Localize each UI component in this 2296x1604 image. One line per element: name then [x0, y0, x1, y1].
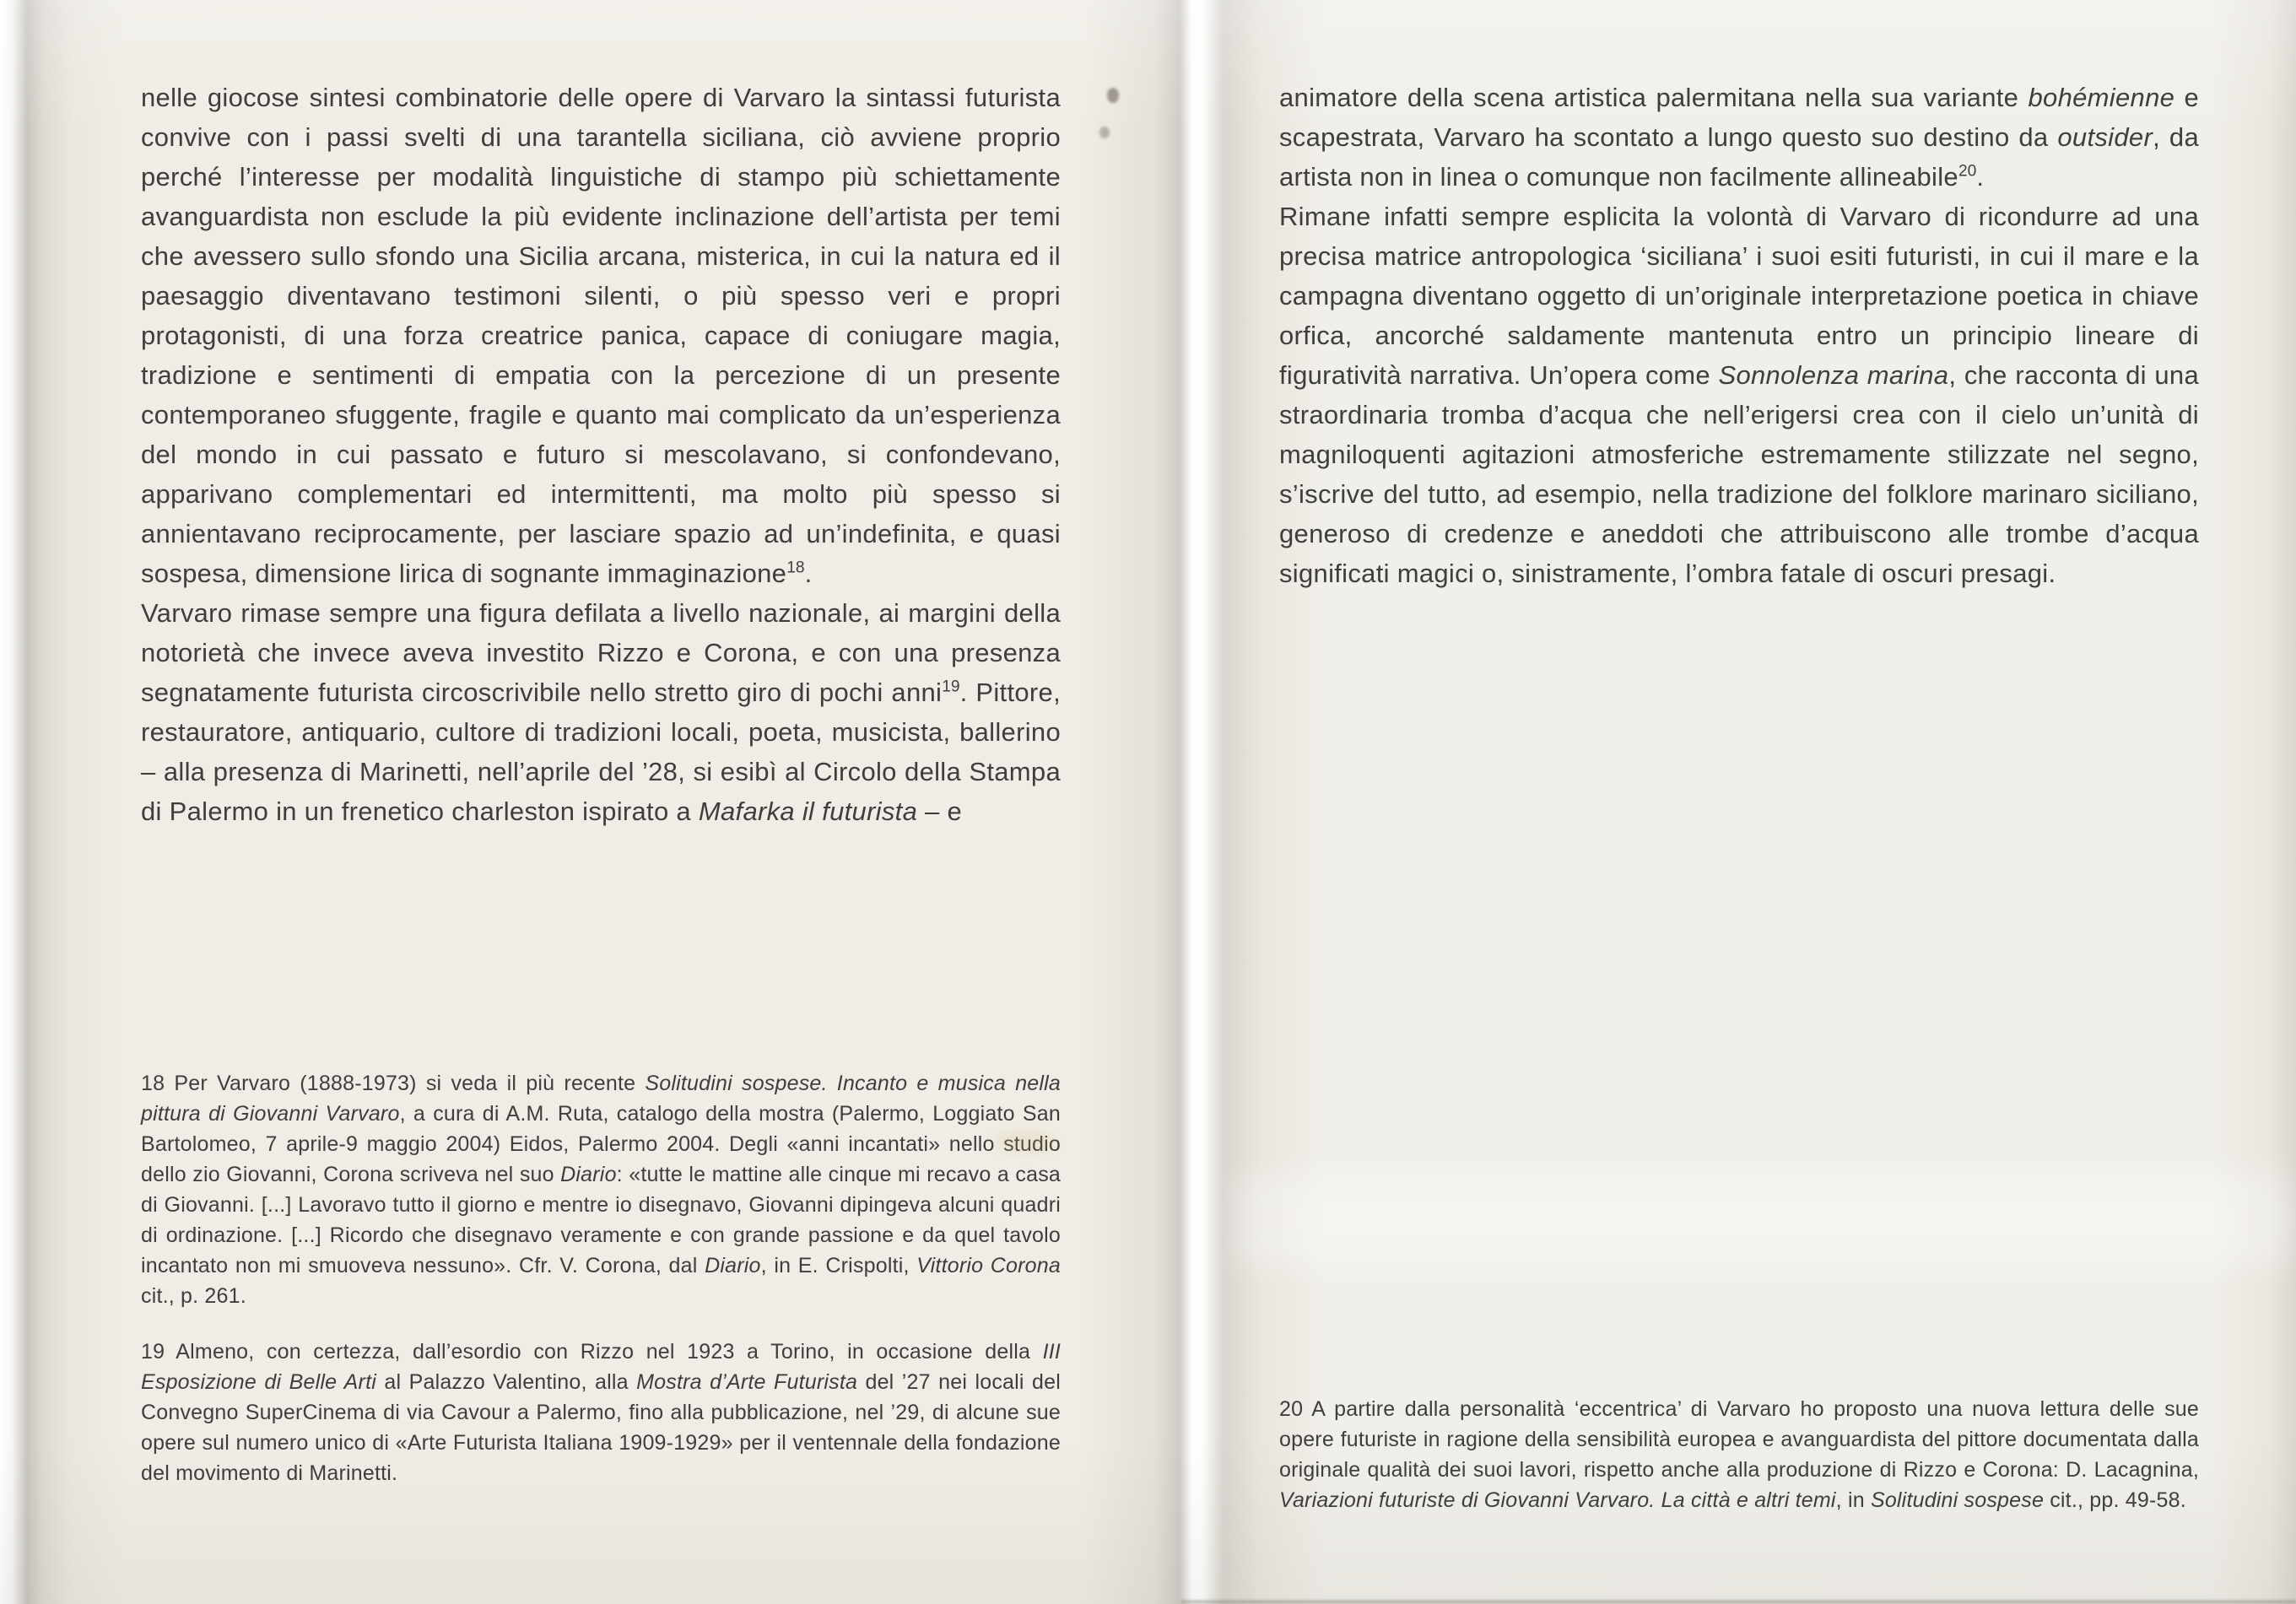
text-run: – e [917, 797, 963, 826]
text-run: 20 A partire dalla personalità ‘eccentrica’ di Varvaro ho proposto una nuova lettura delle sue opere futuriste in ragione della sensibilità europea e avanguardista del pittore documentata dalla originale qualità dei suoi lavori, rispetto anche alla produzione di Rizzo e Corona: D. Lacagnina, [1279, 1397, 2199, 1482]
left-page-footnotes [141, 1068, 1061, 1488]
text-run: , a cura di A.M. Ruta, catalogo della mostra (Palermo, Loggiato San Bartolomeo, 7 aprile-9 maggio 2004) Eidos, Palermo 2004. Degli «anni incantati» nello studio dello zio Giovanni, Corona scriveva nel suo [141, 1102, 1061, 1186]
text-run: cit., p. 261. [141, 1284, 246, 1308]
text-run: del ’27 nei locali del Convegno SuperCinema di via Cavour a Palermo, fino alla pubblicazione, nel ’29, di alcune sue opere sul numero unico di «Arte Futurista Italiana 1909-1929» per il ventennale della fondazione del movimento di Marinetti. [141, 1370, 1062, 1485]
text-run: , da artista non in linea o comunque non facilmente allineabile [1279, 122, 2199, 192]
text-run: 19 Almeno, con certezza, dall’esordio con Rizzo nel 1923 a Torino, in occasione della [141, 1340, 1043, 1364]
text-run: e scapestrata, Varvaro ha scontato a lungo questo suo destino da [1279, 83, 2199, 152]
scan-bottom-edge [1181, 1600, 2296, 1604]
text-run: animatore della scena artistica palermitana nella sua variante [1279, 83, 2029, 112]
footnote-reference: 20 [1958, 162, 1977, 181]
scan-speck [1107, 88, 1119, 103]
text-run: Varvaro rimase sempre una figura defilata a livello nazionale, ai margini della notorietà che invece aveva investito Rizzo e Corona, e con una presenza segnatamente futurista circoscrivibile nello stretto giro di pochi anni [141, 598, 1061, 707]
scan-light-band [1232, 1173, 2296, 1266]
text-run: cit., pp. 49-58. [2044, 1488, 2186, 1512]
text-run: bohémienne [2028, 83, 2175, 112]
text-run: Mafarka il futurista [698, 797, 918, 826]
text-run: Diario [705, 1254, 761, 1277]
text-run: , che racconta di una straordinaria tromba d’acqua che nell’erigersi crea con il cielo un’unità di magniloquenti agitazioni atmosferiche estremamente stilizzate nel segno, s’iscrive del tutto, ad esempio, nella tradizione del folklore marinaro siciliano, generoso di credenze e aneddoti che attribuiscono alle trombe d’acqua significati magici o, sinistramente, l’ombra fatale di oscuri presagi. [1279, 360, 2199, 588]
text-run: Variazioni futuriste di Giovanni Varvaro. La città e altri temi [1279, 1488, 1836, 1512]
right-page-footnotes [1279, 1394, 2199, 1515]
footnote-reference: 18 [786, 559, 805, 577]
text-run: Solitudini sospese. Incanto e musica nella pittura di Giovanni Varvaro [141, 1072, 1062, 1126]
text-run: outsider [2057, 122, 2153, 152]
text-run: . [1976, 162, 1985, 192]
text-run: : «tutte le mattine alle cinque mi recavo a casa di Giovanni. [...] Lavoravo tutto il giorno e mentre io disegnavo, Giovanni dipingeva alcuni quadri di ordinazione. [...] Ricordo che disegnavo veramente e con grande passione e da quel tavolo incantato non mi smuoveva nessuno». Cfr. V. Corona, dal [141, 1163, 1061, 1277]
footnote [141, 1068, 1061, 1311]
body-paragraph [1279, 78, 2199, 197]
body-paragraph [1279, 197, 2199, 593]
right-page-body [1279, 78, 2199, 593]
text-run: Diario [560, 1163, 617, 1186]
body-paragraph [141, 593, 1061, 831]
text-run: 18 Per Varvaro (1888-1973) si veda il più recente [141, 1072, 646, 1095]
body-paragraph [141, 78, 1061, 593]
text-run: , in E. Crispolti, [760, 1254, 917, 1277]
scan-smudge [996, 1131, 1055, 1153]
text-run: Rimane infatti sempre esplicita la volontà di Varvaro di ricondurre ad una precisa matrice antropologica ‘siciliana’ i suoi esiti futuristi, in cui il mare e la campagna diventano oggetto di un’originale interpretazione poetica in chiave orfica, ancorché saldamente mantenuta entro un principio lineare di figuratività narrativa. Un’opera come [1279, 202, 2199, 390]
text-run: . [804, 559, 813, 588]
text-run: Sonnolenza marina [1718, 360, 1949, 390]
scan-speck [1099, 127, 1110, 138]
left-page-body [141, 78, 1061, 831]
footnote-reference: 19 [942, 678, 960, 696]
text-run: Solitudini sospese [1870, 1488, 2045, 1512]
text-run: al Palazzo Valentino, alla [375, 1370, 637, 1394]
text-run: nelle giocose sintesi combinatorie delle opere di Varvaro la sintassi futurista convive con i passi svelti di una tarantella siciliana, ciò avviene proprio perché l’interesse per modalità linguistiche di stampo più schiettamente avanguardista non esclude la più evidente inclinazione dell’artista per temi che avessero sullo sfondo una Sicilia arcana, misterica, in cui la natura ed il paesaggio diventavano testimoni silenti, o più spesso veri e propri protagonisti, di una forza creatrice panica, capace di coniugare magia, tradizione e sentimenti di empatia con la percezione di un presente contemporaneo sfuggente, fragile e quanto mai complicato da un’esperienza del mondo in cui passato e futuro si mescolavano, si confondevano, apparivano complementari ed intermittenti, ma molto più spesso si annientavano reciprocamente, per lasciare spazio ad un’indefinita, e quasi sospesa, dimensione lirica di sognante immaginazione [141, 83, 1061, 588]
footnote [141, 1337, 1061, 1488]
text-run: III Esposizione di Belle Arti [141, 1340, 1061, 1394]
text-run: Mostra d’Arte Futurista [636, 1370, 858, 1394]
footnote [1279, 1394, 2199, 1515]
text-run: . Pittore, restauratore, antiquario, cultore di tradizioni locali, poeta, musicista, ballerino – alla presenza di Marinetti, nell’aprile del ’28, si esibì al Circolo della Stampa di Palermo in un frenetico charleston ispirato a [141, 678, 1061, 826]
text-run: , in [1835, 1488, 1871, 1512]
text-run: Vittorio Corona [916, 1254, 1061, 1277]
